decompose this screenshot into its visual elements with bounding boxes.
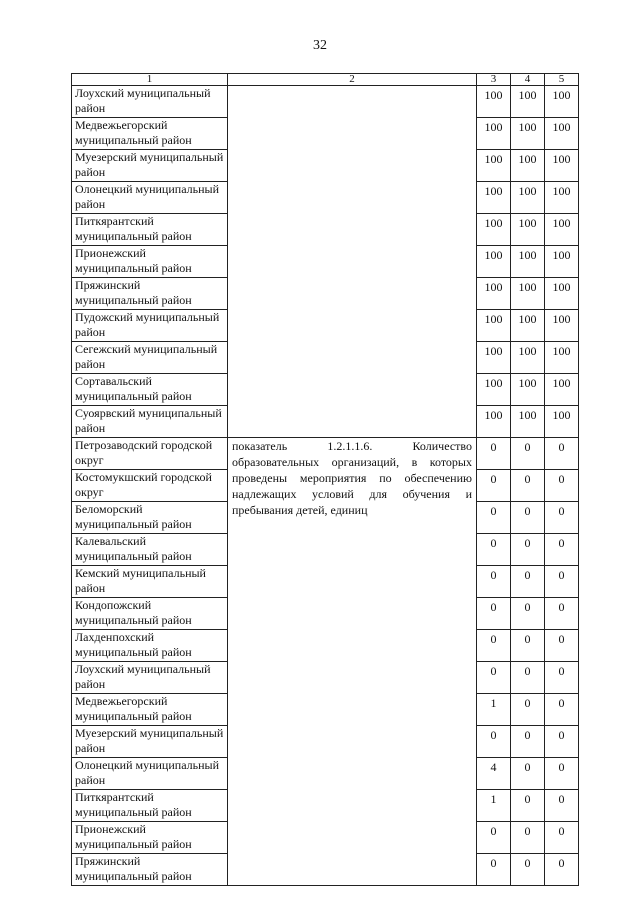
value-col-5: 100 <box>545 150 579 182</box>
value-col-3: 0 <box>477 502 511 534</box>
region-name: Сортавальский муниципальный район <box>72 374 228 406</box>
value-col-3: 100 <box>477 118 511 150</box>
value-col-4: 100 <box>511 278 545 310</box>
region-name: Пудожский муниципальный район <box>72 310 228 342</box>
value-col-3: 100 <box>477 406 511 438</box>
value-col-3: 0 <box>477 566 511 598</box>
region-name: Сегежский муниципальный район <box>72 342 228 374</box>
value-col-5: 0 <box>545 630 579 662</box>
region-name: Беломорский муниципальный район <box>72 502 228 534</box>
region-name: Муезерский муниципальный район <box>72 726 228 758</box>
value-col-3: 4 <box>477 758 511 790</box>
value-col-4: 0 <box>511 854 545 886</box>
value-col-5: 100 <box>545 246 579 278</box>
value-col-3: 0 <box>477 822 511 854</box>
value-col-3: 0 <box>477 726 511 758</box>
value-col-3: 100 <box>477 86 511 118</box>
value-col-4: 0 <box>511 534 545 566</box>
value-col-3: 100 <box>477 214 511 246</box>
value-col-5: 0 <box>545 790 579 822</box>
value-col-5: 0 <box>545 854 579 886</box>
value-col-5: 0 <box>545 566 579 598</box>
value-col-5: 0 <box>545 726 579 758</box>
value-col-4: 0 <box>511 790 545 822</box>
value-col-5: 0 <box>545 758 579 790</box>
value-col-5: 100 <box>545 374 579 406</box>
value-col-3: 100 <box>477 310 511 342</box>
header-col-4: 4 <box>511 74 545 86</box>
value-col-3: 1 <box>477 790 511 822</box>
value-col-5: 0 <box>545 534 579 566</box>
indicator-text: показатель 1.2.1.1.6. Количество образовательных организаций, в которых проведены мероприятия по обеспечению надлежащих условий для обучения и пребывания детей, единиц <box>232 439 472 517</box>
region-name: Прионежский муниципальный район <box>72 822 228 854</box>
value-col-4: 0 <box>511 502 545 534</box>
value-col-5: 100 <box>545 118 579 150</box>
header-col-5: 5 <box>545 74 579 86</box>
value-col-3: 100 <box>477 150 511 182</box>
region-name: Лоухский муниципальный район <box>72 662 228 694</box>
table-body <box>72 74 579 886</box>
value-col-4: 100 <box>511 86 545 118</box>
value-col-5: 100 <box>545 214 579 246</box>
indicator-cell <box>228 438 477 886</box>
table-row <box>72 86 579 118</box>
page-number: 32 <box>313 38 327 53</box>
value-col-3: 0 <box>477 470 511 502</box>
value-col-5: 0 <box>545 438 579 470</box>
value-col-3: 0 <box>477 854 511 886</box>
region-name: Олонецкий муниципальный район <box>72 758 228 790</box>
value-col-4: 0 <box>511 598 545 630</box>
value-col-4: 0 <box>511 822 545 854</box>
value-col-4: 100 <box>511 374 545 406</box>
region-name: Кондопожский муниципальный район <box>72 598 228 630</box>
value-col-4: 0 <box>511 726 545 758</box>
region-name: Лоухский муниципальный район <box>72 86 228 118</box>
value-col-3: 100 <box>477 342 511 374</box>
region-name: Прионежский муниципальный район <box>72 246 228 278</box>
value-col-4: 0 <box>511 662 545 694</box>
value-col-3: 100 <box>477 374 511 406</box>
value-col-4: 0 <box>511 438 545 470</box>
value-col-3: 100 <box>477 278 511 310</box>
value-col-3: 100 <box>477 182 511 214</box>
value-col-5: 100 <box>545 278 579 310</box>
value-col-3: 0 <box>477 534 511 566</box>
value-col-4: 100 <box>511 150 545 182</box>
value-col-3: 100 <box>477 246 511 278</box>
value-col-5: 0 <box>545 694 579 726</box>
region-name: Петрозаводский городской округ <box>72 438 228 470</box>
header-row <box>72 74 579 86</box>
value-col-4: 100 <box>511 246 545 278</box>
value-col-4: 100 <box>511 118 545 150</box>
value-col-4: 100 <box>511 310 545 342</box>
value-col-5: 0 <box>545 662 579 694</box>
region-name: Питкярантский муниципальный район <box>72 214 228 246</box>
value-col-4: 100 <box>511 406 545 438</box>
indicator-table <box>71 73 579 886</box>
region-name: Питкярантский муниципальный район <box>72 790 228 822</box>
header-col-3: 3 <box>477 74 511 86</box>
empty-indicator-cell <box>228 86 477 438</box>
value-col-5: 100 <box>545 182 579 214</box>
region-name: Калевальский муниципальный район <box>72 534 228 566</box>
value-col-3: 1 <box>477 694 511 726</box>
value-col-5: 100 <box>545 342 579 374</box>
value-col-4: 0 <box>511 630 545 662</box>
region-name: Муезерский муниципальный район <box>72 150 228 182</box>
region-name: Костомукшский городской округ <box>72 470 228 502</box>
value-col-5: 100 <box>545 406 579 438</box>
header-col-2: 2 <box>228 74 477 86</box>
value-col-3: 0 <box>477 662 511 694</box>
region-name: Медвежьегорский муниципальный район <box>72 694 228 726</box>
value-col-5: 0 <box>545 598 579 630</box>
value-col-5: 100 <box>545 310 579 342</box>
value-col-4: 0 <box>511 758 545 790</box>
region-name: Олонецкий муниципальный район <box>72 182 228 214</box>
header-col-1: 1 <box>72 74 228 86</box>
value-col-5: 0 <box>545 822 579 854</box>
value-col-3: 0 <box>477 598 511 630</box>
region-name: Пряжинский муниципальный район <box>72 278 228 310</box>
value-col-5: 0 <box>545 470 579 502</box>
region-name: Пряжинский муниципальный район <box>72 854 228 886</box>
value-col-5: 0 <box>545 502 579 534</box>
region-name: Медвежьегорский муниципальный район <box>72 118 228 150</box>
value-col-4: 0 <box>511 566 545 598</box>
value-col-3: 0 <box>477 630 511 662</box>
region-name: Кемский муниципальный район <box>72 566 228 598</box>
region-name: Суоярвский муниципальный район <box>72 406 228 438</box>
value-col-4: 100 <box>511 214 545 246</box>
table-row <box>72 438 579 470</box>
region-name: Лахденпохский муниципальный район <box>72 630 228 662</box>
value-col-4: 100 <box>511 342 545 374</box>
value-col-4: 0 <box>511 694 545 726</box>
value-col-5: 100 <box>545 86 579 118</box>
value-col-4: 100 <box>511 182 545 214</box>
value-col-4: 0 <box>511 470 545 502</box>
value-col-3: 0 <box>477 438 511 470</box>
